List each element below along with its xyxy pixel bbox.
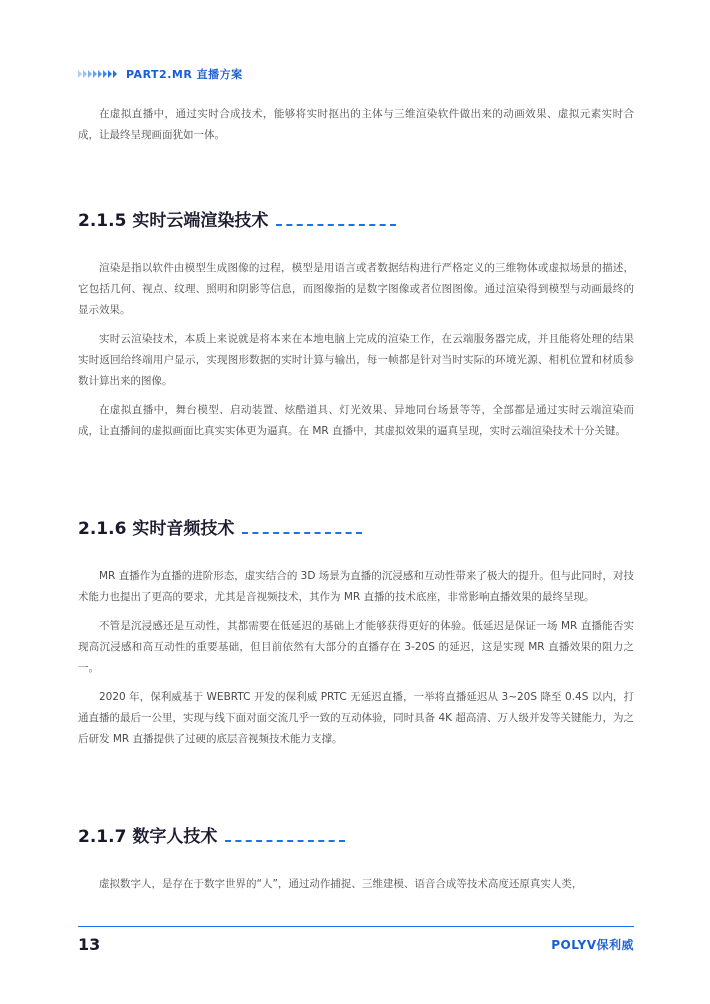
section-body-216 bbox=[78, 566, 634, 750]
page-header bbox=[78, 66, 243, 82]
paragraph: 实时云渲染技术，本质上来说就是将本来在本地电脑上完成的渲染工作，在云端服务器完成，并且能将处理的结果实时返回给终端用户显示，实现图形数据的实时计算与输出，每一帧都是针对当时实际的环境光源、相机位置和材质参数计算出来的图像。 bbox=[78, 333, 634, 387]
chevrons-icon bbox=[78, 70, 118, 78]
intro-paragraph: 在虚拟直播中，通过实时合成技术，能够将实时抠出的主体与三维渲染软件做出来的动画效果、虚拟元素实时合成，让最终呈现画面犹如一体。 bbox=[78, 108, 634, 141]
intro-block bbox=[78, 104, 634, 146]
paragraph: MR 直播作为直播的进阶形态，虚实结合的 3D 场景为直播的沉浸感和互动性带来了极大的提升。但与此同时，对技术能力也提出了更高的要求，尤其是音视频技术，其作为 MR 直播的技术底座，非常影响直播效果的最终呈现。 bbox=[78, 570, 634, 603]
page-number: 13 bbox=[78, 935, 101, 954]
heading-divider bbox=[276, 224, 396, 226]
section-title-215: 2.1.5 实时云端渲染技术 bbox=[78, 211, 269, 231]
section-body-215 bbox=[78, 258, 634, 442]
footer-divider bbox=[78, 926, 634, 927]
heading-divider bbox=[225, 840, 345, 842]
heading-divider bbox=[242, 532, 362, 534]
section-heading-217 bbox=[78, 822, 634, 847]
paragraph: 在虚拟直播中，舞台模型、启动装置、炫酷道具、灯光效果、异地同台场景等等，全部都是通过实时云端渲染而成，让直播间的虚拟画面比真实实体更为逼真。在 MR 直播中，其虚拟效果的逼真呈现，实时云端渲染技术十分关键。 bbox=[78, 404, 634, 437]
section-heading-215 bbox=[78, 206, 634, 231]
section-title-217: 2.1.7 数字人技术 bbox=[78, 827, 218, 847]
section-heading-216 bbox=[78, 514, 634, 539]
paragraph: 2020 年，保利威基于 WEBRTC 开发的保利威 PRTC 无延迟直播，一举将直播延迟从 3~20S 降至 0.4S 以内，打通直播的最后一公里，实现与线下面对面交流几乎一致的互动体验，同时具备 4K 超高清、万人级并发等关键能力，为之后研发 MR 直播提供了过硬的底层音视频技术能力支撑。 bbox=[78, 691, 634, 745]
paragraph: 不管是沉浸感还是互动性，其都需要在低延迟的基础上才能够获得更好的体验。低延迟是保证一场 MR 直播能否实现高沉浸感和高互动性的重要基础，但目前依然有大部分的直播存在 3-20S 的延迟，这是实现 MR 直播效果的阻力之一。 bbox=[78, 620, 634, 674]
paragraph: 虚拟数字人，是存在于数字世界的“人”，通过动作捕捉、三维建模、语音合成等技术高度还原真实人类， bbox=[99, 878, 583, 890]
polyv-logo: POLYV保利威 bbox=[551, 938, 634, 952]
section-body-217 bbox=[78, 874, 634, 895]
header-title: PART2.MR 直播方案 bbox=[126, 68, 243, 81]
section-title-216: 2.1.6 实时音频技术 bbox=[78, 519, 235, 539]
paragraph: 渲染是指以软件由模型生成图像的过程，模型是用语言或者数据结构进行严格定义的三维物体或虚拟场景的描述，它包括几何、视点、纹理、照明和阴影等信息，而图像指的是数字图像或者位图图像。通过渲染得到模型与动画最终的显示效果。 bbox=[78, 262, 634, 316]
